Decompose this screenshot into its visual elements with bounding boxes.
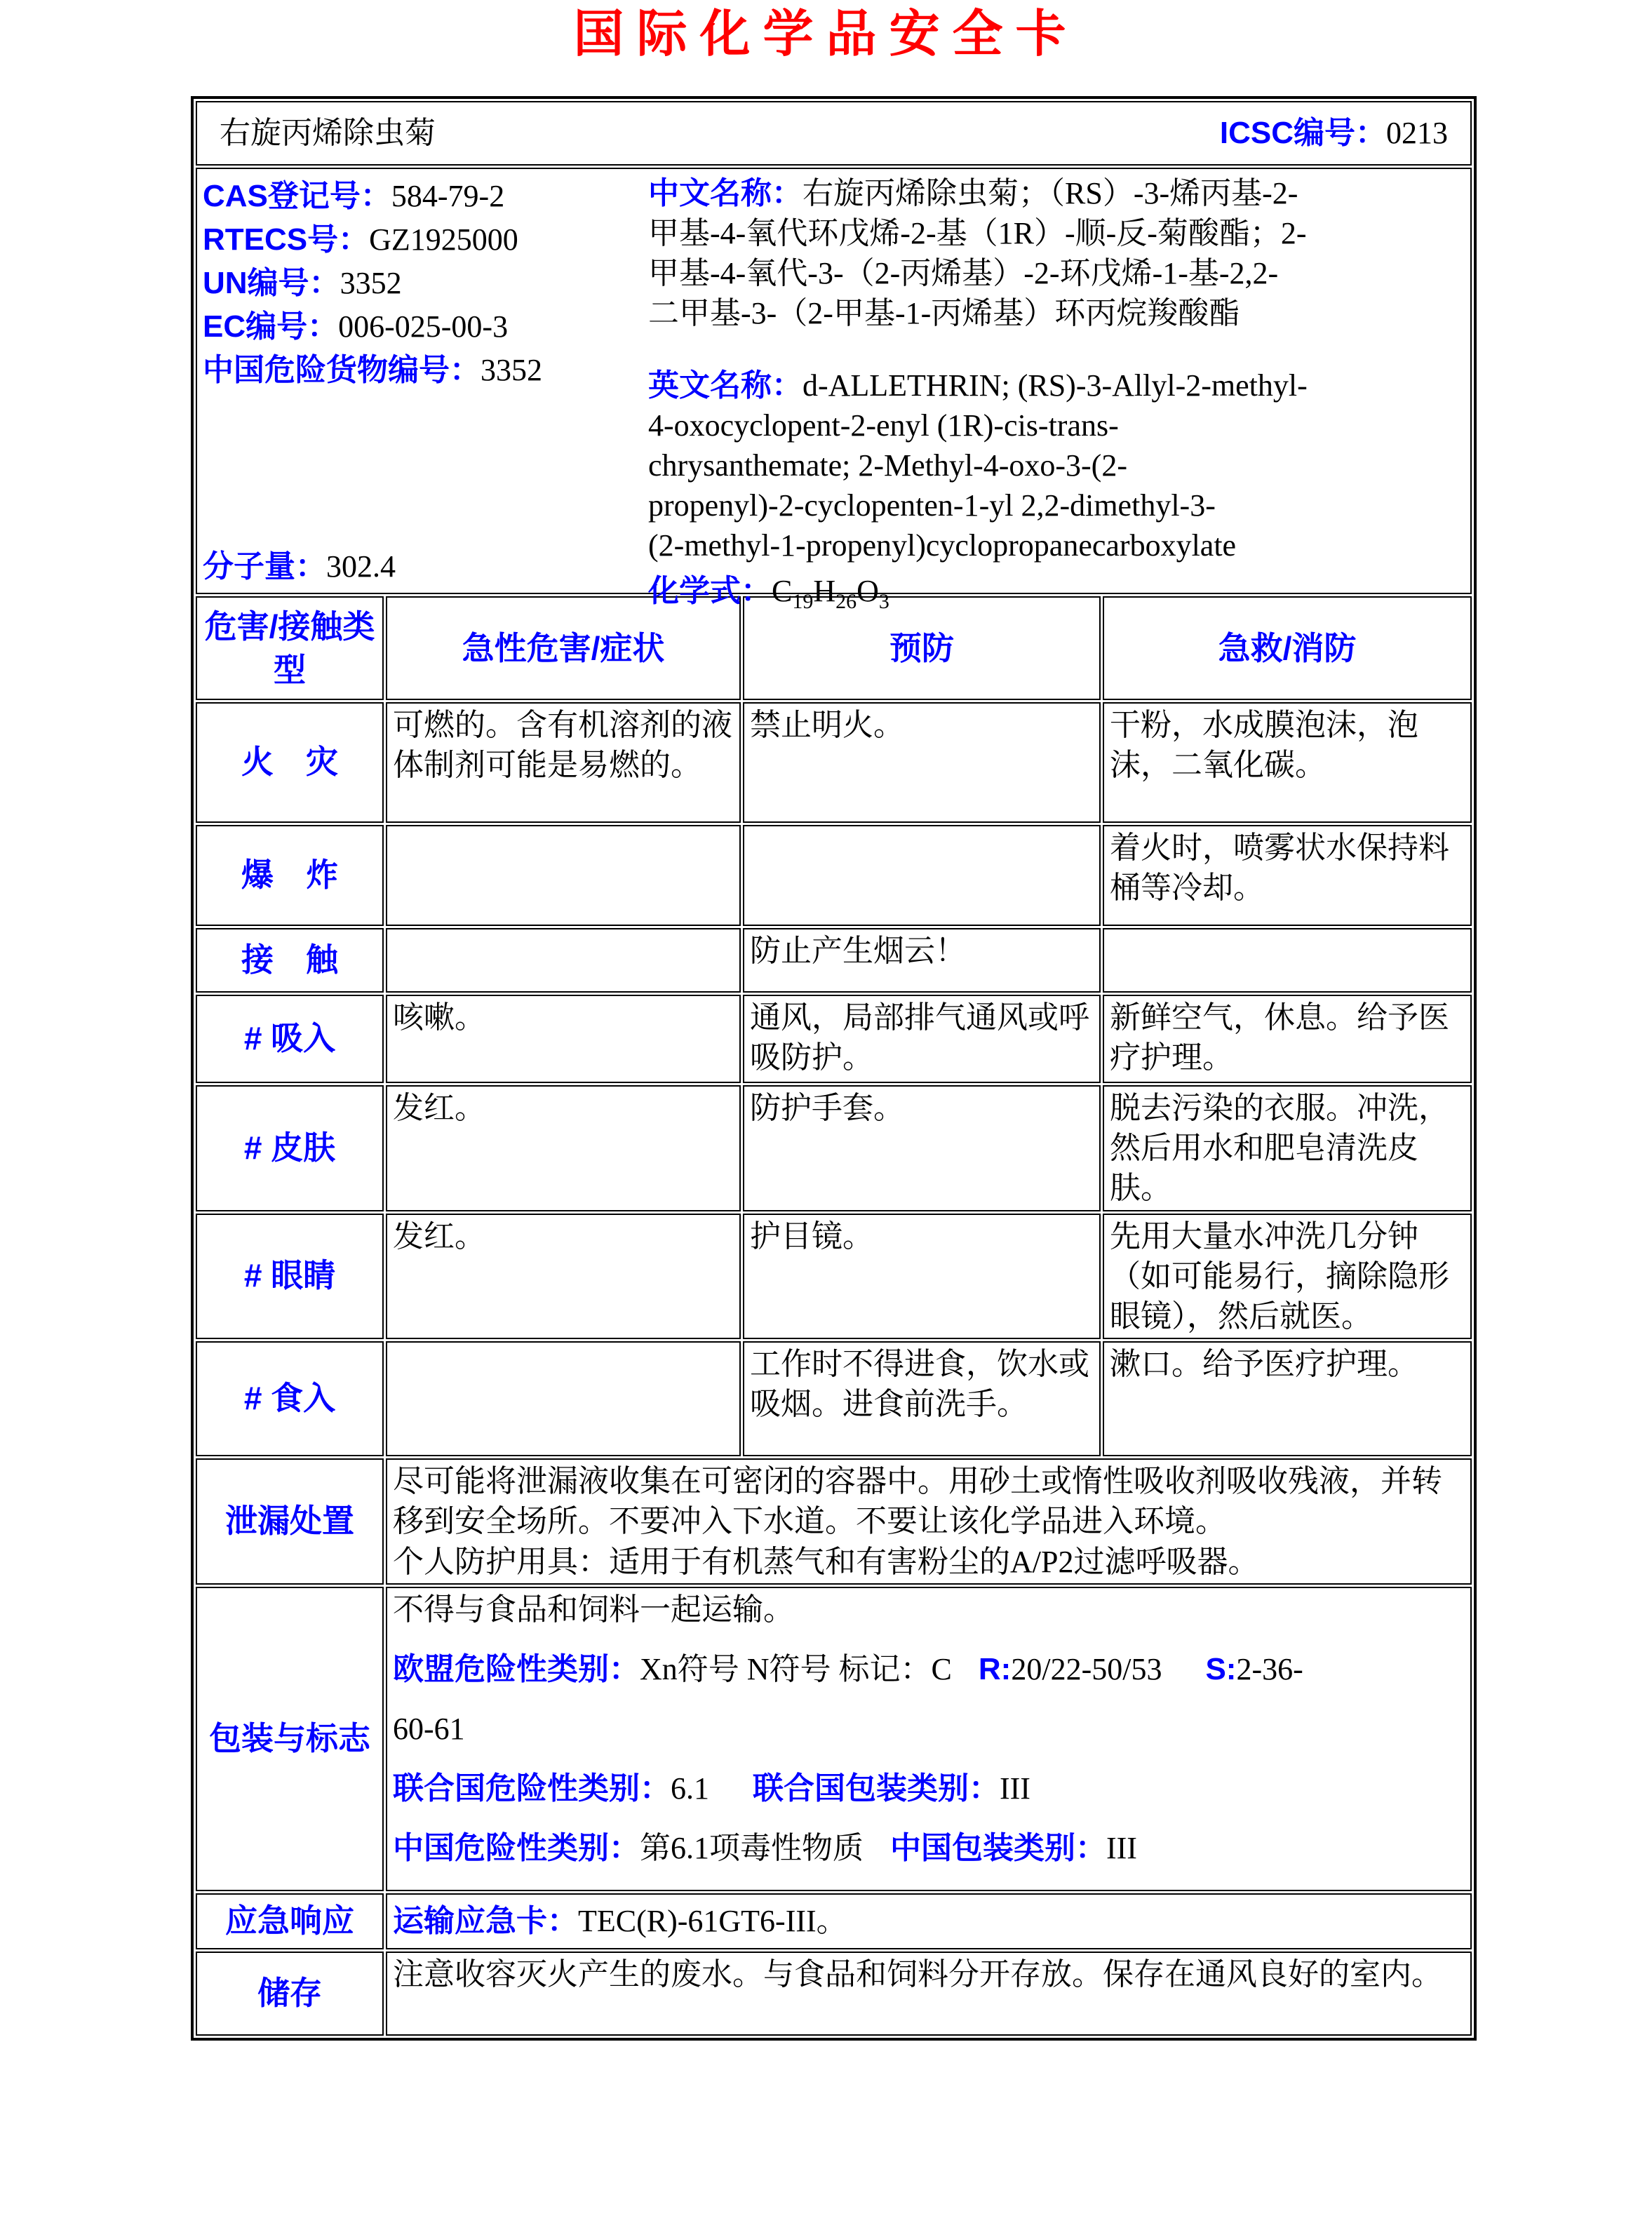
s-phrases-value: 2-36- (1236, 1651, 1303, 1686)
contact-row (196, 928, 1472, 993)
english-name-line: (2-methyl-1-propenyl)cyclopropanecarboxylate (648, 528, 1237, 563)
emergency-response-row (196, 1893, 1472, 1949)
explosion-symptoms-cell (386, 825, 741, 926)
english-name-line: propenyl)-2-cyclopenten-1-yl 2,2-dimethyl-3- (648, 488, 1216, 523)
spill-row-label: 泄漏处置 (196, 1458, 384, 1585)
rtecs-value: GZ1925000 (369, 222, 518, 257)
transport-card-label: 运输应急卡： (393, 1904, 578, 1939)
spill-ppe-text: 个人防护用具：适用于有机蒸气和有害粉尘的A/P2过滤呼吸器。 (393, 1544, 1259, 1579)
un-number (203, 262, 648, 305)
ingestion-prevention-cell: 工作时不得进食，饮水或吸烟。进食前洗手。 (743, 1341, 1101, 1456)
emergency-response-cell (386, 1893, 1472, 1949)
english-name-line: chrysanthemate; 2-Methyl-4-oxo-3-(2- (648, 448, 1127, 483)
eyes-aid-cell: 先用大量水冲洗几分钟（如可能易行，摘除隐形眼镜），然后就医。 (1103, 1214, 1472, 1340)
icsc-number-value: 0213 (1386, 116, 1448, 151)
eu-hazard-class-value: Xn符号 N符号 标记：C (640, 1651, 952, 1686)
emergency-response-label: 应急响应 (196, 1893, 384, 1949)
un-pack-group-value: III (1000, 1771, 1030, 1806)
s-phrases-label: S: (1205, 1651, 1237, 1686)
fire-row (196, 702, 1472, 823)
skin-aid-cell: 脱去污染的衣服。冲洗，然后用水和肥皂清洗皮肤。 (1103, 1085, 1472, 1211)
identifiers-row (196, 168, 1472, 594)
skin-prevention-cell: 防护手套。 (743, 1085, 1101, 1211)
chinese-name-line: 右旋丙烯除虫菊；（RS）-3-烯丙基-2- (803, 176, 1298, 210)
eu-hazard-class-line (393, 1649, 1465, 1689)
rtecs-number (203, 218, 648, 262)
chinese-name-line: 甲基-4-氧代-3-（2-丙烯基）-2-环戊烯-1-基-2,2- (648, 256, 1279, 290)
explosion-prevention-cell (743, 825, 1101, 926)
chinese-name-paragraph (648, 173, 1465, 333)
registry-numbers-block (203, 170, 648, 589)
cas-value: 584-79-2 (391, 179, 505, 213)
un-label: UN编号： (203, 266, 340, 300)
explosion-row-label: 爆 炸 (196, 825, 384, 926)
ingestion-aid-cell: 漱口。给予医疗护理。 (1103, 1341, 1472, 1456)
cn-hazard-class-value: 第6.1项毒性物质 (640, 1831, 864, 1866)
un-class-line (393, 1768, 1465, 1808)
contact-prevention-cell: 防止产生烟云！ (743, 928, 1101, 993)
ec-label: EC编号： (203, 309, 339, 344)
un-hazard-class-value: 6.1 (671, 1771, 709, 1806)
s-phrases-continuation: 60-61 (393, 1712, 465, 1747)
ingestion-row-label: # 食入 (196, 1341, 384, 1456)
icsc-number (1220, 113, 1448, 153)
cn-class-line (393, 1828, 1465, 1868)
un-hazard-class-label: 联合国危险性类别： (393, 1771, 671, 1806)
skin-row (196, 1085, 1472, 1211)
china-dg-value: 3352 (481, 353, 542, 387)
fire-aid-cell: 干粉，水成膜泡沫，泡沫，二氧化碳。 (1103, 702, 1472, 823)
identifiers-cell (196, 168, 1472, 613)
hazard-header-prevention: 预防 (743, 596, 1101, 700)
ingestion-symptoms-cell (386, 1341, 741, 1456)
chemical-name: 右旋丙烯除虫菊 (220, 116, 436, 151)
storage-row (196, 1952, 1472, 2036)
transport-card-value: TEC(R)-61GT6-III。 (578, 1904, 847, 1939)
icsc-number-label: ICSC编号： (1219, 116, 1386, 151)
rtecs-label: RTECS号： (203, 222, 370, 257)
skin-symptoms-cell: 发红。 (386, 1085, 741, 1211)
molecular-weight-value: 302.4 (326, 549, 396, 584)
hazard-header-firstaid: 急救/消防 (1103, 596, 1472, 700)
contact-row-label: 接 触 (196, 928, 384, 993)
cn-hazard-class-label: 中国危险性类别： (393, 1831, 640, 1866)
hazard-header-type: 危害/接触类型 (196, 596, 384, 700)
english-name-paragraph (648, 365, 1465, 565)
eu-hazard-class-label: 欧盟危险性类别： (393, 1651, 640, 1686)
cn-pack-group-label: 中国包装类别： (890, 1831, 1106, 1866)
un-pack-group-label: 联合国包装类别： (753, 1771, 1000, 1806)
packaging-row (196, 1587, 1472, 1891)
eyes-prevention-cell: 护目镜。 (743, 1214, 1101, 1340)
spill-content-cell (386, 1458, 1472, 1585)
chemical-formula-label: 化学式： (648, 574, 772, 608)
fire-prevention-cell: 禁止明火。 (743, 702, 1101, 823)
card-header-cell (196, 101, 1472, 166)
spill-row (196, 1458, 1472, 1585)
skin-row-label: # 皮肤 (196, 1085, 384, 1211)
inhalation-aid-cell: 新鲜空气，休息。给予医疗护理。 (1103, 995, 1472, 1083)
spill-text: 尽可能将泄漏液收集在可密闭的容器中。用砂土或惰性吸收剂吸收残液，并转移到安全场所。不要冲入下水道。不要让该化学品进入环境。 (393, 1464, 1442, 1539)
eyes-row (196, 1214, 1472, 1340)
inhalation-prevention-cell: 通风，局部排气通风或呼吸防护。 (743, 995, 1101, 1083)
eyes-symptoms-cell: 发红。 (386, 1214, 741, 1340)
ingestion-row (196, 1341, 1472, 1456)
r-phrases-label: R: (978, 1651, 1012, 1686)
storage-content-cell: 注意收容灭火产生的废水。与食品和饲料分开存放。保存在通风良好的室内。 (386, 1952, 1472, 2036)
cn-pack-group-value: III (1106, 1831, 1137, 1866)
fire-row-label: 火 灾 (196, 702, 384, 823)
page-title: 国际化学品安全卡 (573, 6, 1079, 62)
english-name-line: d-ALLETHRIN; (RS)-3-Allyl-2-methyl- (803, 368, 1308, 403)
cas-number (203, 175, 648, 218)
packaging-transport-note: 不得与食品和饲料一起运输。 (393, 1592, 794, 1627)
eyes-row-label: # 眼睛 (196, 1214, 384, 1340)
ec-value: 006-025-00-3 (338, 309, 509, 344)
r-phrases-value: 20/22-50/53 (1011, 1651, 1162, 1686)
inhalation-symptoms-cell: 咳嗽。 (386, 995, 741, 1083)
hazard-header-symptoms: 急性危害/症状 (386, 596, 741, 700)
molecular-weight (203, 545, 648, 589)
ec-number (203, 305, 648, 349)
contact-aid-cell (1103, 928, 1472, 993)
packaging-content-cell (386, 1587, 1472, 1891)
contact-symptoms-cell (386, 928, 741, 993)
chinese-name-label: 中文名称： (648, 176, 803, 210)
english-name-label: 英文名称： (648, 368, 803, 403)
chemical-formula: 化学式：$C_{19}H_{26}O_3$ (648, 574, 889, 613)
inhalation-row (196, 995, 1472, 1083)
english-name-line: 4-oxocyclopent-2-enyl (1R)-cis-trans- (648, 408, 1119, 443)
china-dg-label: 中国危险货物编号： (203, 353, 481, 387)
inhalation-row-label: # 吸入 (196, 995, 384, 1083)
icsc-card-table (191, 96, 1477, 2041)
china-dg-number (203, 349, 648, 392)
packaging-row-label: 包装与标志 (196, 1587, 384, 1891)
storage-row-label: 储存 (196, 1952, 384, 2036)
chinese-name-line: 二甲基-3-（2-甲基-1-丙烯基）环丙烷羧酸酯 (648, 296, 1240, 330)
spacer (203, 392, 648, 545)
names-block (648, 170, 1465, 613)
molecular-weight-label: 分子量： (203, 549, 326, 584)
card-header-row (196, 101, 1472, 166)
explosion-row (196, 825, 1472, 926)
cas-label: CAS登记号： (203, 179, 391, 213)
fire-symptoms-cell: 可燃的。含有机溶剂的液体制剂可能是易燃的。 (386, 702, 741, 823)
explosion-aid-cell: 着火时，喷雾状水保持料桶等冷却。 (1103, 825, 1472, 926)
un-value: 3352 (340, 266, 402, 300)
chinese-name-line: 甲基-4-氧代环戊烯-2-基（1R）-顺-反-菊酸酯；2- (648, 216, 1307, 250)
